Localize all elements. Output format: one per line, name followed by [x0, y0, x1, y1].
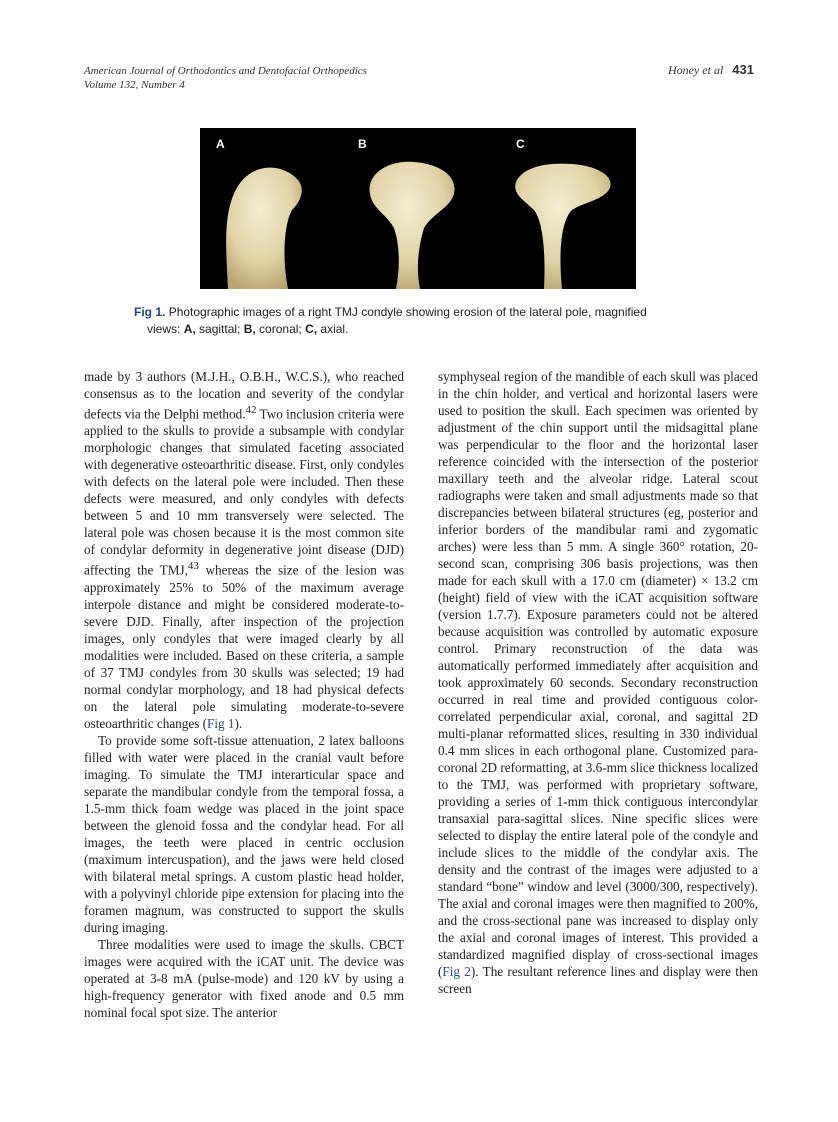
paragraph-1-text-c: whereas the size of the lesion was approximately 25% to 50% of the maximum average interpole distance and might be considered moderate-to-severe DJD. Finally, after inspection of the projection images, only condyles that were imaged clearly by all modalities were included. Based on these criteria, a sample of 37 TMJ condyles from 30 skulls was selected; 19 had normal condylar morphology, and 18 had physical defects on the lateral pole simulating moderate-to-severe osteoarthritic changes ( [84, 562, 405, 731]
panel-label-c: C [516, 137, 525, 151]
caption-panel-c-label: C, [305, 322, 318, 336]
figure-1-condyle-photos [200, 128, 636, 289]
condyle-photographs [200, 128, 636, 289]
paragraph-1-text-d: ). [234, 715, 243, 731]
caption-panel-b-text: coronal; [255, 322, 306, 336]
running-header-journal [84, 64, 367, 92]
page-number: 431 [732, 62, 754, 77]
condyle-axial-image [515, 164, 610, 289]
authors: Honey et al [667, 63, 724, 77]
paragraph-3: Three modalities were used to image the skulls. CBCT images were acquired with the iCAT unit. The device was operated at 3-8 mA (pulse-mode) and 120 kV by using a high-frequency generator with fixed anode and 0.5 mm nominal focal spot size. The anterior [84, 936, 404, 1020]
paragraph-4-text-a: symphyseal region of the mandible of each skull was placed in the chin holder, and vertical and horizontal lasers were used to position the skull. Each specimen was oriented by adjustment of the chin support until the midsagittal plane was perpendicular to the floor and the horizontal laser reference coincided with the intersection of the posterior maxillary teeth and the alveolar ridge. Lateral scout radiographs were taken and small adjustments made so that discrepancies between bilateral structures (eg, posterior and inferior borders of the mandibular rami and zygomatic arches) were less than 5 mm. A single 360° rotation, 20-second scan, comprising 306 basis projections, was then made for each skull with a 17.0 cm (diameter) × 13.2 cm (height) field of view with the iCAT acquisition software (version 1.7.7). Exposure parameters could not be altered because acquisition was controlled by automatic exposure control. Primary reconstruction of the data was automatically performed immediately after acquisition and took approximately 60 seconds. Secondary reconstruction occurred in real time and provided contiguous color-correlated perpendicular axial, coronal, and sagittal 2D multi-planar reformatted slices, resulting in 330 individual 0.4 mm slices in each orthogonal plane. Customized para-coronal 2D reformatting, at 3.6-mm slice thickness localized to the TMJ, was performed with proprietary software, providing a series of 1-mm thick contiguous intercondylar transaxial para-sagittal slices. Nine specific slices were selected to display the entire lateral pole of the condyle and include slices to the middle of the condylar axis. The density and the contrast of the images were adjusted to a standard “bone” window and level (3000/300, respectively). The axial and coronal images were then magnified to 200%, and the cross-sectional pane was increased to display only the axial and coronal images of interest. This provided a standardized magnified display of cross-sectional images ( [438, 369, 758, 979]
caption-text-line1: Photographic images of a right TMJ condyle showing erosion of the lateral pole, magnified [168, 305, 647, 319]
caption-panel-a-text: sagittal; [195, 322, 244, 336]
body-column-left [84, 368, 404, 1021]
citation-43: 43 [187, 560, 199, 573]
body-column-right [438, 368, 758, 997]
running-header-page [668, 62, 754, 78]
caption-panel-a-label: A, [183, 322, 196, 336]
caption-text-line2: views: [147, 322, 184, 336]
paragraph-4 [438, 368, 758, 997]
paragraph-4-text-b: ). The resultant reference lines and display were then screen [438, 964, 759, 996]
paragraph-1-text-a: made by 3 authors (M.J.H., O.B.H., W.C.S.), who reached consensus as to the location and severity of the condylar defects via the Delphi method. [84, 369, 404, 422]
caption-panel-b-label: B, [243, 322, 256, 336]
figure-1-reference-link[interactable]: Fig 1 [207, 715, 235, 731]
caption-panel-c-text: axial. [317, 322, 349, 336]
condyle-coronal-image [370, 162, 455, 289]
caption-label: Fig 1. [134, 305, 166, 319]
figure-2-reference-link[interactable]: Fig 2 [442, 964, 471, 979]
panel-label-b: B [358, 137, 367, 151]
journal-volume: Volume 132, Number 4 [84, 79, 185, 91]
figure-caption [134, 304, 714, 338]
condyle-sagittal-image [226, 168, 302, 289]
panel-label-a: A [216, 137, 225, 151]
citation-42: 42 [245, 404, 257, 416]
paragraph-1 [84, 368, 404, 732]
journal-title: American Journal of Orthodontics and Dentofacial Orthopedics [84, 65, 367, 77]
paragraph-1-text-b: Two inclusion criteria were applied to the skulls to provide a subsample with condylar morphologic changes that simulated faceting associated with degenerative osteoarthritic disease. First, only condyles with defects on the lateral pole were included. Then these defects were measured, and only condyles with defects between 5 and 10 mm transversely were selected. The lateral pole was chosen because it is the most common site of condylar deformity in degenerative joint disease (DJD) affecting the TMJ, [84, 406, 405, 578]
paragraph-2: To provide some soft-tissue attenuation, 2 latex balloons filled with water were placed in the cranial vault before imaging. To simulate the TMJ interarticular space and separate the mandibular condyle from the temporal fossa, a 1.5-mm thick foam wedge was placed in the joint space between the glenoid fossa and the condylar head. For all images, the teeth were placed in centric occlusion (maximum intercuspation), and the jaws were held closed with bilateral metal springs. A custom plastic head holder, with a polyvinyl chloride pipe extension for placing into the foramen magnum, was constructed to support the skulls during imaging. [84, 732, 404, 935]
